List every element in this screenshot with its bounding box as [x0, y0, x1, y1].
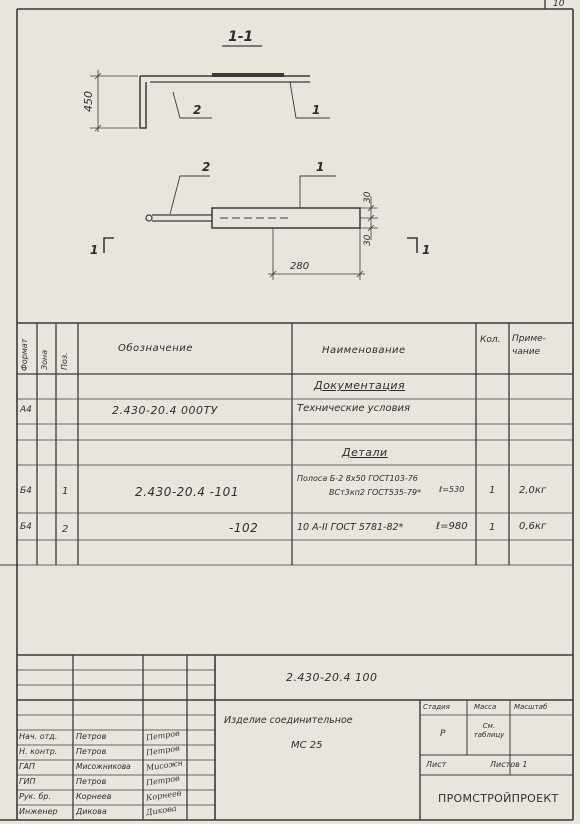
- staff-signature: Мисожн: [145, 758, 184, 773]
- staff-role: Инженер: [19, 807, 58, 816]
- row2-quantity: 1: [489, 522, 496, 533]
- row2-designation: -102: [229, 521, 259, 535]
- staff-signature: Дикова: [145, 803, 178, 818]
- sheets-label: Листов 1: [490, 760, 528, 769]
- callout-plan-2: 2: [202, 160, 211, 174]
- staff-name: Петров: [76, 777, 107, 786]
- staff-name: Мисожникова: [76, 762, 131, 771]
- row1-name-line2: ВСт3кп2 ГОСТ535-79*: [329, 488, 422, 497]
- header-quantity: Кол.: [480, 335, 501, 345]
- row1-name-line1: Полоса Б-2 8х50 ГОСТ103-76: [297, 474, 418, 483]
- document-code: 2.430-20.4 100: [286, 671, 378, 684]
- staff-name: Дикова: [76, 807, 107, 816]
- callout-part-2: 2: [193, 103, 202, 117]
- dimension-30-top: 30: [363, 191, 373, 203]
- header-name: Наименование: [322, 345, 406, 356]
- header-zone: Зона: [40, 349, 49, 370]
- staff-name: Петров: [76, 747, 107, 756]
- row1-length: ℓ=530: [439, 485, 465, 494]
- sheet-number: 10: [553, 0, 565, 9]
- mass-value: См. таблицу: [473, 722, 505, 740]
- callout-plan-1: 1: [316, 160, 325, 174]
- staff-role: Нач. отд.: [19, 732, 58, 741]
- row2-format: Б4: [20, 522, 32, 532]
- dimension-length: 280: [290, 261, 310, 272]
- callout-part-1: 1: [312, 103, 321, 117]
- section-documents: Документация: [314, 379, 406, 392]
- mass-label: Масса: [474, 703, 497, 711]
- staff-signature: Петров: [145, 743, 181, 758]
- header-format: Формат: [20, 338, 29, 371]
- doc-format: А4: [20, 405, 32, 415]
- row2-length: ℓ=980: [436, 521, 468, 532]
- header-position: Поз.: [60, 352, 69, 370]
- header-designation: Обозначение: [118, 343, 193, 354]
- section-mark-left: 1: [90, 243, 99, 257]
- section-parts: Детали: [342, 446, 388, 459]
- section-mark-right: 1: [422, 243, 431, 257]
- doc-designation: 2.430-20.4 000ТУ: [112, 404, 218, 417]
- product-mark: МС 25: [291, 740, 323, 751]
- stage-label: Стадия: [423, 703, 450, 711]
- row2-note: 0,6кг: [519, 521, 547, 532]
- row2-name: 10 А-II ГОСТ 5781-82*: [297, 522, 404, 533]
- staff-signature: Петров: [145, 773, 181, 788]
- staff-name: Петров: [76, 732, 107, 741]
- dimension-height: 450: [82, 91, 95, 112]
- stage-value: Р: [440, 729, 446, 739]
- row1-note: 2,0кг: [519, 485, 547, 496]
- row1-position: 1: [62, 486, 69, 497]
- staff-role: ГИП: [19, 777, 36, 786]
- row1-designation: 2.430-20.4 -101: [135, 485, 239, 499]
- staff-role: Рук. бр.: [19, 792, 52, 801]
- staff-role: Н. контр.: [19, 747, 58, 756]
- staff-name: Корнеев: [76, 792, 112, 801]
- scale-label: Масштаб: [514, 703, 548, 711]
- doc-name: Технические условия: [297, 403, 410, 414]
- organization-name: ПРОМСТРОЙПРОЕКТ: [438, 792, 559, 805]
- staff-signature: Корнеев: [145, 788, 182, 803]
- row2-position: 2: [62, 524, 69, 535]
- section-title: 1-1: [228, 29, 254, 45]
- row1-quantity: 1: [489, 485, 496, 496]
- staff-role: ГАП: [19, 762, 35, 771]
- dimension-30-bottom: 30: [363, 234, 373, 246]
- header-note: Приме- чание: [512, 334, 546, 357]
- staff-signature: Петров: [145, 728, 181, 743]
- row1-format: Б4: [20, 486, 32, 496]
- sheet-label: Лист: [426, 760, 447, 769]
- product-title: Изделие соединительное: [224, 715, 353, 726]
